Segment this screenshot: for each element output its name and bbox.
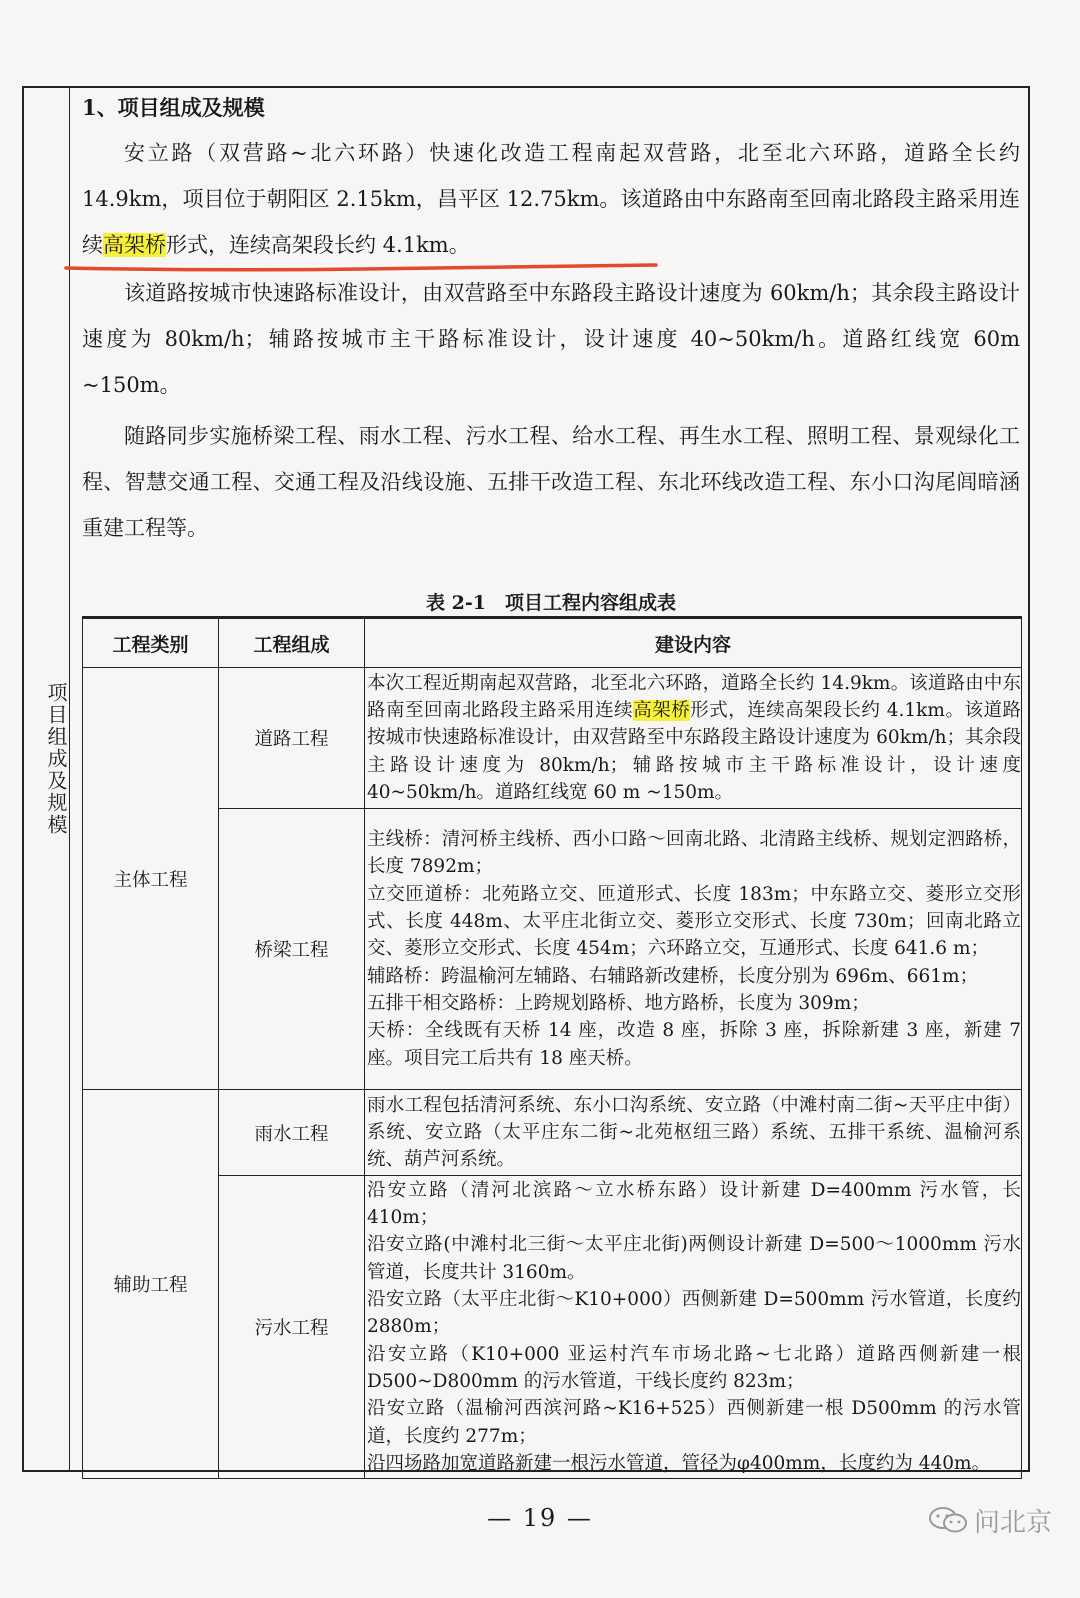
content-line: 沿安立路（清河北滨路～立水桥东路）设计新建 D=400mm 污水管，长 410m； [367,1179,1021,1229]
table-row [83,809,1022,1090]
content-line: 天桥：全线既有天桥 14 座，改造 8 座，拆除 3 座，拆除新建 3 座，新建 7 座。项目完工后共有 18 座天桥。 [367,1020,1021,1069]
header-category: 工程类别 [83,618,219,668]
document-frame [22,86,1030,1472]
content-line: 沿四场路加宽道路新建一根污水管道，管径为φ400mm，长度约为 440m。 [367,1452,991,1474]
project-table [82,616,1022,1479]
highlight-mark: 高架桥 [633,700,691,722]
content-rain: 雨水工程包括清河系统、东小口沟系统、安立路（中滩村南二街~天平庄中街）系统、安立路（太平庄东二街~北苑枢纽三路）系统、五排干系统、温榆河系统、葫芦河系统。 [365,1090,1022,1176]
content-bridge [365,809,1022,1090]
content-line: 五排干相交路桥：上跨规划路桥、地方路桥，长度为 309m； [367,992,870,1014]
paragraph-1 [82,130,1020,268]
handwritten-underline [64,262,658,272]
table-row [83,668,1022,809]
content-line: 沿安立路（太平庄北街～K10+000）西侧新建 D=500mm 污水管道，长度约 2880m； [367,1289,1021,1338]
category-aux: 辅助工程 [83,1090,219,1479]
component-road: 道路工程 [219,668,365,809]
content-line: 辅路桥：跨温榆河左辅路、右辅路新改建桥，长度分别为 696m、661m； [367,965,979,987]
wechat-icon [928,1505,968,1542]
component-rain: 雨水工程 [219,1090,365,1176]
table-header-row [83,618,1022,668]
paragraph-3: 随路同步实施桥梁工程、雨水工程、污水工程、给水工程、再生水工程、照明工程、景观绿化工程、智慧交通工程、交通工程及沿线设施、五排干改造工程、东北环线改造工程、东小口沟尾闾暗涵重建工程等。 [82,424,1020,540]
page-number: — 19 — [487,1504,593,1532]
content-line: 立交匝道桥：北苑路立交、匝道形式、长度 183m；中东路立交、菱形立交形式、长度 448m、太平庄北街立交、菱形立交形式、长度 730m；回南北路立交、菱形立交形式、长度 454m；六环路立交，互通形式、长度 641.6 m； [367,883,1021,960]
component-sewage: 污水工程 [219,1176,365,1479]
watermark [928,1502,1052,1542]
highlight-mark: 高架桥 [103,233,166,257]
watermark-text: 问北京 [974,1508,1053,1538]
header-content: 建设内容 [365,618,1022,668]
content-road-text: 本次工程近期南起双营路，北至北六环路，道路全长约 14.9km。该道路由中东路南至回南北路段主路采用连续 [367,672,1021,722]
content-road [365,668,1022,809]
category-main: 主体工程 [83,668,219,1090]
header-component: 工程组成 [219,618,365,668]
paragraph-1-tail: 形式，连续高架段长约 4.1km。 [166,233,470,257]
paragraph-2: 该道路按城市快速路标准设计，由双营路至中东路段主路设计速度为 60km/h；其余段主路设计速度为 80km/h；辅路按城市主干路标准设计，设计速度 40~50km/h。道路红线宽 60m ~150m。 [82,281,1020,397]
section-heading: 1、项目组成及规模 [82,95,265,120]
content-line: 沿安立路（温榆河西滨河路~K16+525）西侧新建一根 D500mm 的污水管道，长度约 277m； [367,1398,1021,1447]
paragraph-1-text: 安立路（双营路~北六环路）快速化改造工程南起双营路，北至北六环路，道路全长约 14.9km，项目位于朝阳区 2.15km，昌平区 12.75km。该道路由中东路南至回南北路段主路采用连续 [82,141,1020,257]
content-sewage [365,1176,1022,1479]
content-road-tail: 形式，连续高架段长约 4.1km。该道路按城市快速路标准设计，由双营路至中东路段主路设计速度为 60km/h；其余段主路设计速度为 80km/h；辅路按城市主干路标准设计，设计速度 40~50km/h。道路红线宽 60 m ~150m。 [367,700,1021,803]
side-column [24,88,70,1470]
table-row [83,1176,1022,1479]
component-bridge: 桥梁工程 [219,809,365,1090]
table-row [83,1090,1022,1176]
content-line: 沿安立路(中滩村北三街～太平庄北街)两侧设计新建 D=500～1000mm 污水管道，长度共计 3160m。 [367,1234,1021,1283]
table-caption: 表 2-1 项目工程内容组成表 [426,592,676,614]
side-label: 项目组成及规模 [44,682,68,836]
content-line: 主线桥：清河桥主线桥、西小口路～回南北路、北清路主线桥、规划定泗路桥，长度 7892m； [367,829,1021,878]
content-line: 沿安立路（K10+000 亚运村汽车市场北路~七北路）道路西侧新建一根 D500~D800mm 的污水管道，干线长度约 823m； [367,1343,1021,1392]
